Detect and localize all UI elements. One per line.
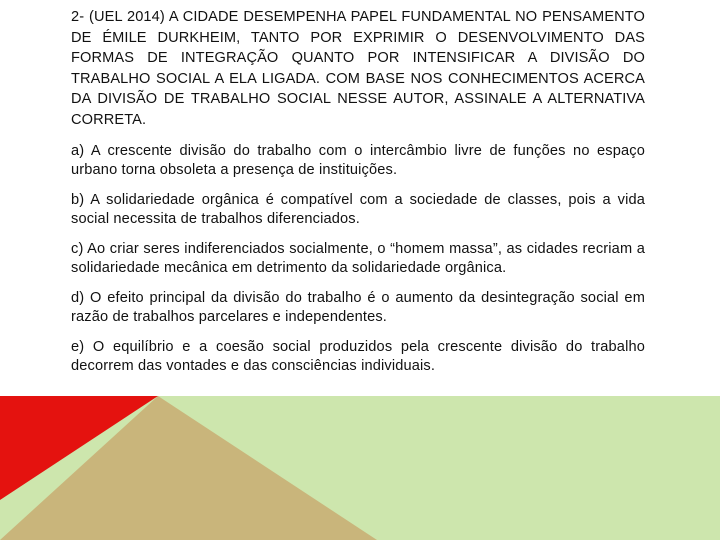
option-e: e) O equilíbrio e a coesão social produzidos pela crescente divisão do trabalho decorrem das vontades e das consciências individuais. bbox=[71, 338, 645, 374]
option-d: d) O efeito principal da divisão do trabalho é o aumento da desintegração social em razão de trabalhos parcelares e independentes. bbox=[71, 289, 645, 325]
decorative-footer bbox=[0, 396, 720, 540]
option-b: b) A solidariedade orgânica é compatível com a sociedade de classes, pois a vida social necessita de trabalhos diferenciados. bbox=[71, 191, 645, 227]
option-a: a) A crescente divisão do trabalho com o intercâmbio livre de funções no espaço urbano torna obsoleta a presença de instituições. bbox=[71, 142, 645, 178]
option-c: c) Ao criar seres indiferenciados socialmente, o “homem massa”, as cidades recriam a solidariedade mecânica em detrimento da solidariedade orgânica. bbox=[71, 240, 645, 276]
question-text: 2- (UEL 2014) A CIDADE DESEMPENHA PAPEL FUNDAMENTAL NO PENSAMENTO DE ÉMILE DURKHEIM, TANTO POR EXPRIMIR O DESENVOLVIMENTO DAS FORMAS DE INTEGRAÇÃO QUANTO POR INTENSIFICAR A DIVISÃO DO TRABALHO SOCIAL A ELA LIGADA. COM BASE NOS CONHECIMENTOS ACERCA DA DIVISÃO DE TRABALHO SOCIAL NESSE AUTOR, ASSINALE A ALTERNATIVA CORRETA. bbox=[71, 9, 645, 128]
slide-content bbox=[71, 7, 645, 387]
